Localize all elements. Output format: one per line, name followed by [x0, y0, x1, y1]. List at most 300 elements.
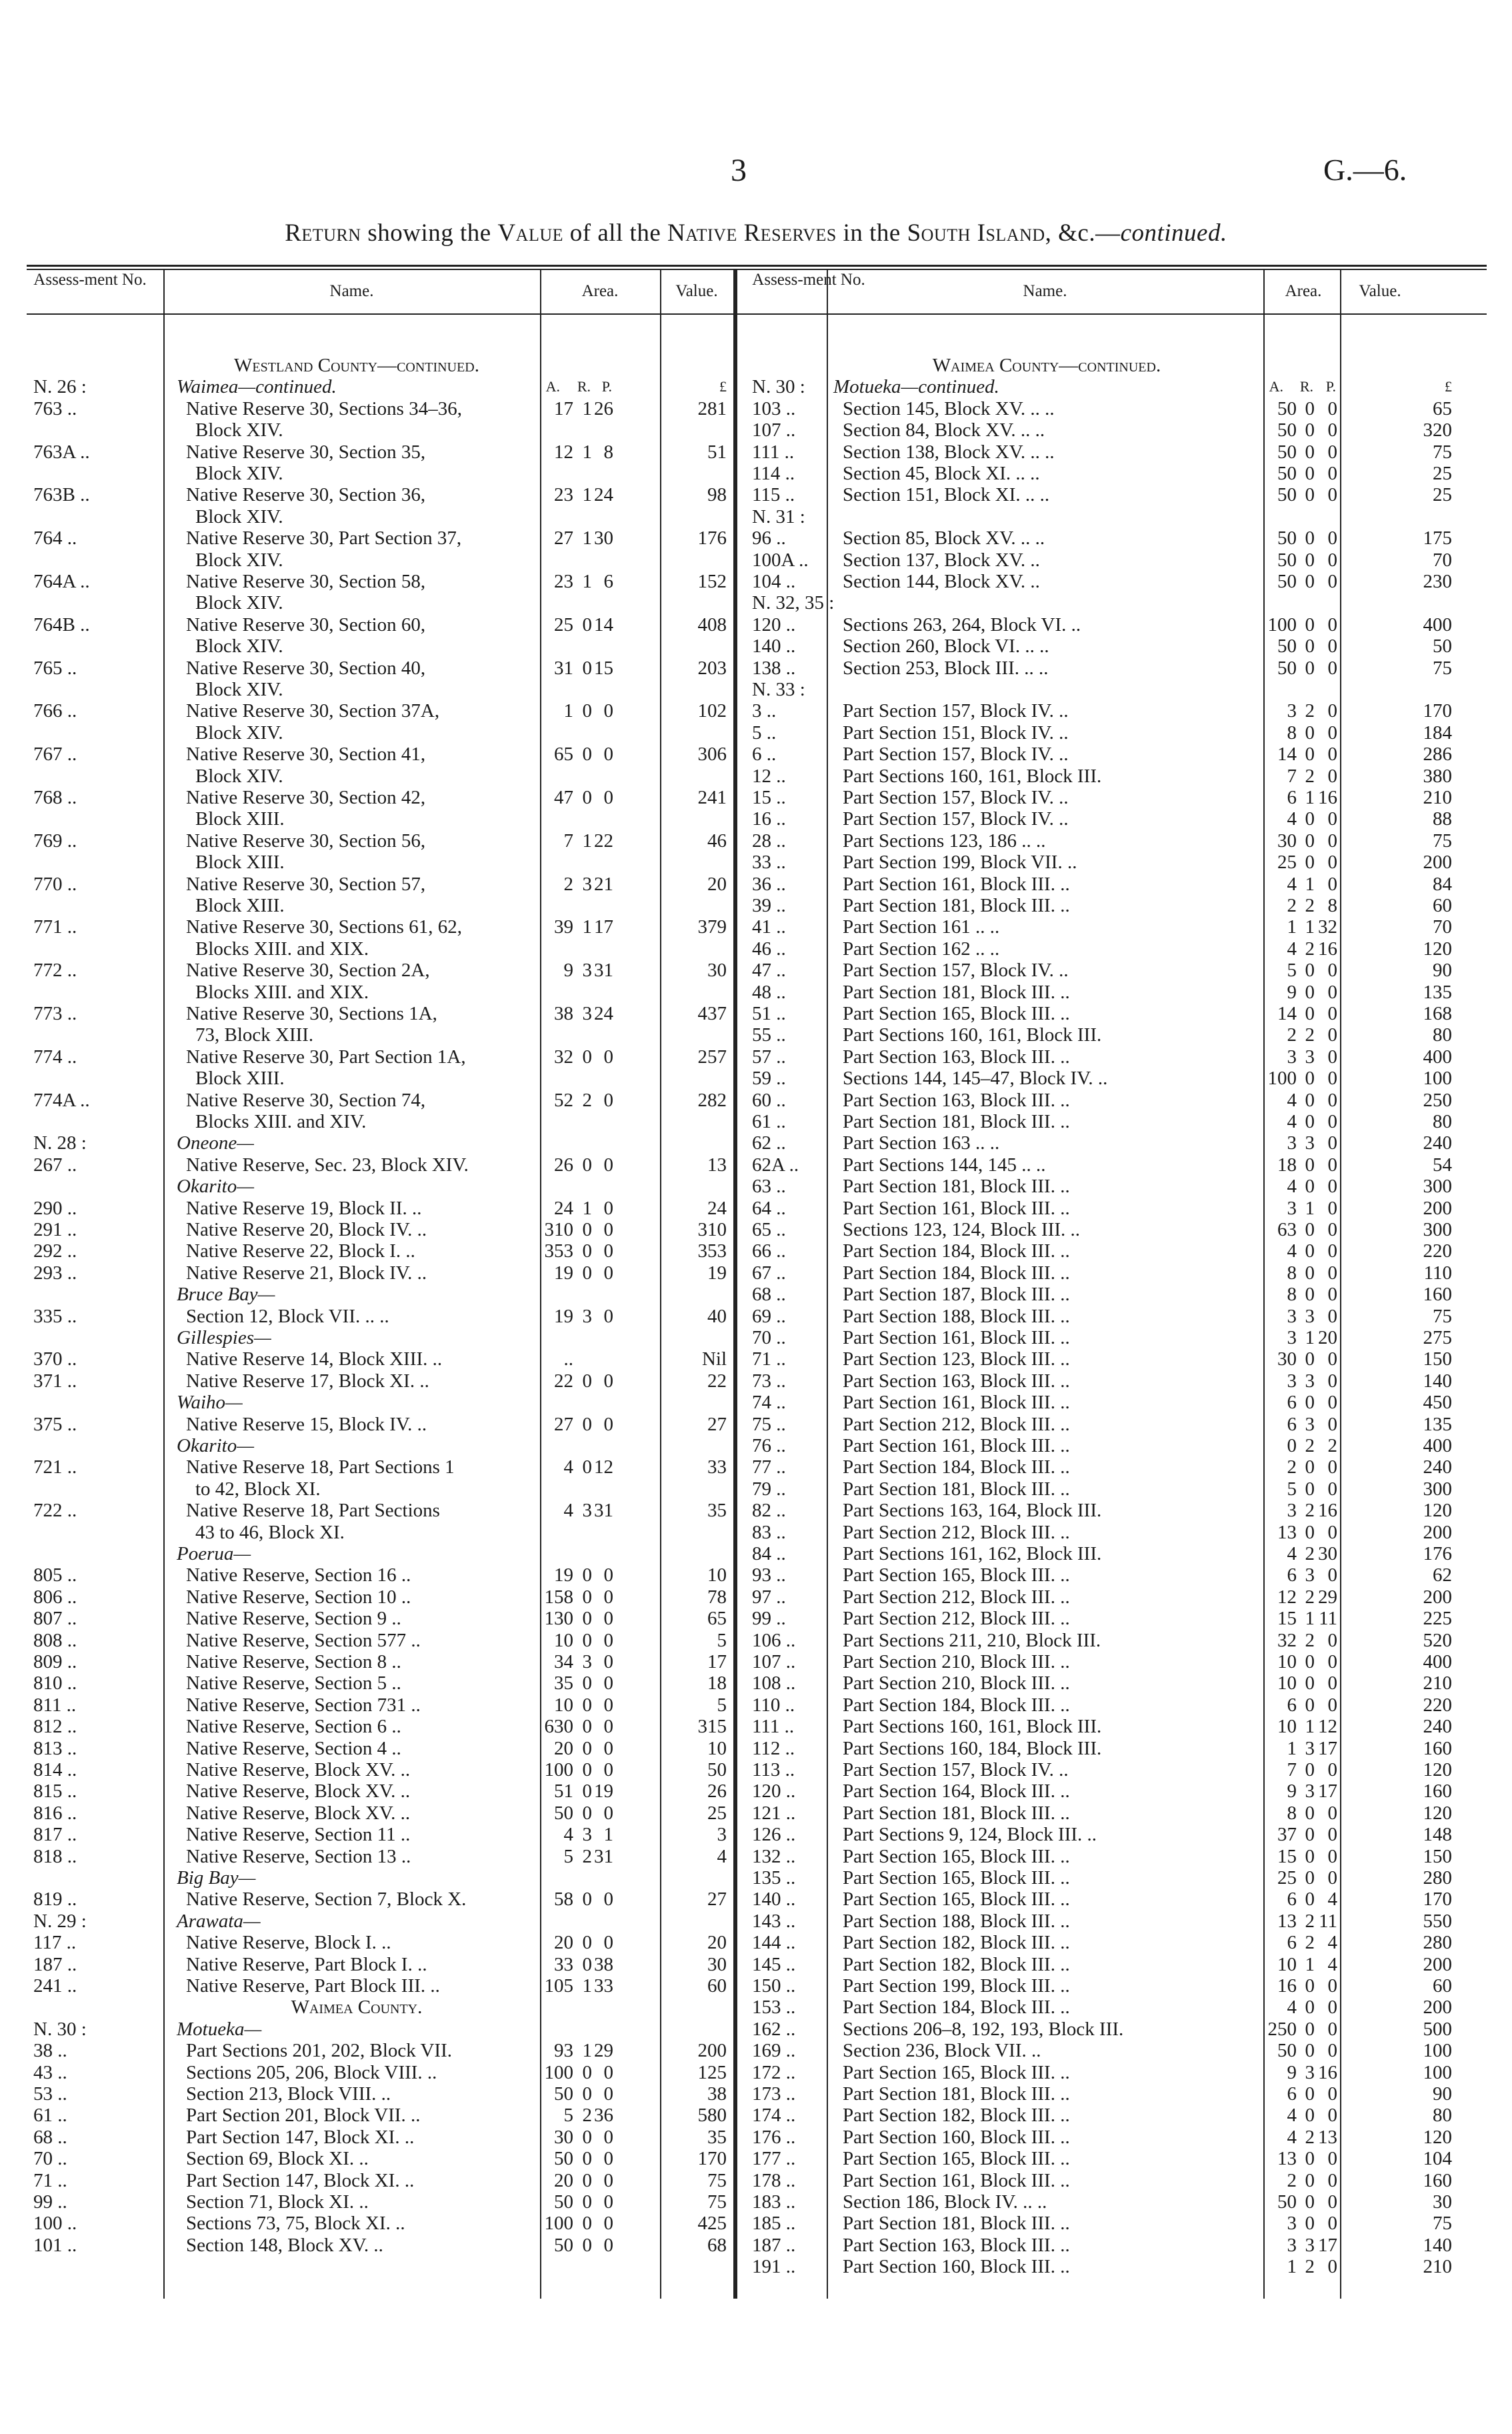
value-pounds: 24	[707, 1197, 727, 1219]
area-perches: 0	[1327, 549, 1337, 571]
area-acres: 63	[1277, 1219, 1297, 1240]
area-acres: 4	[1287, 1176, 1297, 1198]
area-roods: 0	[1305, 1521, 1315, 1543]
value-pounds: 450	[1423, 1392, 1452, 1414]
reserve-name: Part Section 184, Block III. ..	[843, 1694, 1070, 1716]
value-pounds: 27	[707, 1413, 727, 1435]
area-roods: 2	[1305, 2126, 1315, 2148]
value-pounds: 275	[1423, 1327, 1452, 1348]
area-perches: 0	[603, 1694, 613, 1716]
assessment-no: 71 ..	[752, 1348, 786, 1370]
area-perches: 0	[1327, 2169, 1337, 2191]
value-pounds: 46	[707, 830, 727, 852]
area-acres: 16	[1277, 1975, 1297, 1997]
area-roods: 0	[582, 1672, 592, 1694]
area-roods: 3	[582, 1500, 592, 1522]
area-roods: 0	[1305, 1111, 1315, 1132]
area-roods: 1	[582, 484, 592, 506]
reserve-name: Part Sections 161, 162, Block III.	[843, 1543, 1102, 1564]
area-roods: 0	[582, 1953, 592, 1975]
assessment-no: 83 ..	[752, 1521, 786, 1543]
value-pounds: 10	[707, 1564, 727, 1586]
area-roods: 0	[1305, 1262, 1315, 1284]
area-acres: 3	[1287, 2213, 1297, 2235]
area-roods: 3	[582, 960, 592, 982]
title-part: South Island	[907, 219, 1045, 247]
area-roods: 0	[582, 1219, 592, 1240]
reserve-name: Section 151, Block XI. .. ..	[843, 484, 1050, 506]
area-perches: 0	[1327, 614, 1337, 636]
area-roods: 1	[582, 397, 592, 419]
area-acres: 1	[563, 700, 573, 722]
area-roods: 2	[1305, 765, 1315, 787]
area-perches: 0	[1327, 1154, 1337, 1176]
area-perches: 0	[603, 1629, 613, 1651]
value-pounds: 135	[1423, 1413, 1452, 1435]
area-acres: 2	[1287, 1024, 1297, 1046]
area-perches: 0	[1327, 1564, 1337, 1586]
name-continuation: Blocks XIII. and XIX.	[195, 938, 369, 960]
value-pounds: 120	[1423, 1500, 1452, 1522]
area-perches: 0	[1327, 1975, 1337, 1997]
area-acres: 100	[1267, 614, 1297, 636]
reserve-name: Part Section 165, Block III. ..	[843, 1564, 1070, 1586]
area-perches: 0	[1327, 1176, 1337, 1198]
area-perches: 2	[1327, 1435, 1337, 1456]
area-perches: 16	[1318, 787, 1337, 808]
area-perches: 32	[1318, 916, 1337, 938]
reserve-name: Part Section 181, Block III. ..	[843, 895, 1070, 916]
assessment-no: 100A ..	[752, 549, 809, 571]
assessment-no: 103 ..	[752, 397, 796, 419]
name-continuation: Block XIV.	[195, 722, 283, 744]
area-perches: 0	[1327, 419, 1337, 441]
area-perches: 0	[1327, 1262, 1337, 1284]
area-roods: 0	[582, 1629, 592, 1651]
area-acres: 6	[1287, 2083, 1297, 2105]
reserve-name: Section 253, Block III. .. ..	[843, 657, 1049, 679]
value-pounds: 437	[697, 1003, 727, 1024]
value-pounds: 160	[1423, 1284, 1452, 1306]
area-acres: 10	[1277, 1716, 1297, 1738]
locality-heading: Motueka—continued.	[833, 376, 999, 398]
area-roods: 2	[1305, 1024, 1315, 1046]
area-acres: 37	[1277, 1824, 1297, 1846]
area-acres: 50	[554, 1802, 573, 1824]
area-perches: 0	[1327, 1348, 1337, 1370]
reserve-name: Native Reserve, Sec. 23, Block XIV.	[186, 1154, 469, 1176]
assessment-no: 765 ..	[33, 657, 77, 679]
assessment-no: 813 ..	[33, 1737, 77, 1759]
value-pounds: 90	[1433, 960, 1452, 982]
reserve-name: Part Section 165, Block III. ..	[843, 2061, 1070, 2083]
area-acres: 35	[554, 1672, 573, 1694]
area-perches: 0	[1327, 2083, 1337, 2105]
area-roods: 0	[582, 700, 592, 722]
area-perches: 29	[1318, 1586, 1337, 1608]
assessment-no: 99 ..	[33, 2191, 67, 2213]
area-roods: 3	[582, 1003, 592, 1024]
assessment-no: 241 ..	[33, 1975, 77, 1997]
name-header: Name.	[1023, 282, 1067, 300]
area-roods: 1	[1305, 787, 1315, 808]
area-perches: 0	[1327, 1824, 1337, 1846]
reserve-name: Native Reserve 22, Block I. ..	[186, 1240, 415, 1262]
assessment-no: 172 ..	[752, 2061, 796, 2083]
reserve-name: Part Section 210, Block III. ..	[843, 1651, 1070, 1672]
reserve-name: Native Reserve 30, Section 60,	[186, 614, 426, 636]
county-heading: Waimea County—continued.	[932, 355, 1161, 376]
area-acres: 58	[554, 1889, 573, 1911]
assessment-no: 774 ..	[33, 1046, 77, 1068]
area-header: Area.	[1285, 282, 1322, 300]
assessment-no: 121 ..	[752, 1802, 796, 1824]
assessment-no: 57 ..	[752, 1046, 786, 1068]
area-roods: 0	[1305, 2018, 1315, 2040]
reserve-name: Part Section 184, Block III. ..	[843, 1262, 1070, 1284]
area-perches: 0	[603, 2083, 613, 2105]
assessment-no-header: Assess-ment No.	[33, 271, 147, 289]
value-pounds: 220	[1423, 1694, 1452, 1716]
area-roods: 3	[1305, 1132, 1315, 1154]
area-acres: 3	[1287, 1197, 1297, 1219]
area-perches: 0	[1327, 1240, 1337, 1262]
area-roods: 2	[1305, 1543, 1315, 1564]
assessment-no: 292 ..	[33, 1240, 77, 1262]
area-perches: 0	[603, 1737, 613, 1759]
assessment-no: 36 ..	[752, 873, 786, 895]
value-pounds: 70	[1433, 549, 1452, 571]
value-pounds: 140	[1423, 1370, 1452, 1392]
unit-label: A.	[545, 378, 560, 395]
area-acres: 158	[544, 1586, 573, 1608]
assessment-no: 51 ..	[752, 1003, 786, 1024]
reserve-name: Part Section 181, Block III. ..	[843, 1478, 1070, 1500]
reserve-name: Part Section 147, Block XI. ..	[186, 2169, 415, 2191]
assessment-no: 140 ..	[752, 1889, 796, 1911]
area-acres: 12	[1277, 1586, 1297, 1608]
area-perches: 12	[594, 1456, 613, 1478]
area-roods: 1	[1305, 1197, 1315, 1219]
area-acres: 105	[544, 1975, 573, 1997]
reserve-name: Sections 73, 75, Block XI. ..	[186, 2213, 405, 2235]
reserve-name: Native Reserve 30, Section 36,	[186, 484, 426, 506]
area-roods: 0	[1305, 2148, 1315, 2170]
area-perches: 0	[603, 700, 613, 722]
value-pounds: 300	[1423, 1478, 1452, 1500]
area-acres: 17	[554, 397, 573, 419]
reserve-name: Section 69, Block XI. ..	[186, 2148, 369, 2170]
assessment-no: 111 ..	[752, 1716, 795, 1738]
area-roods: 0	[1305, 1176, 1315, 1198]
area-roods: 0	[1305, 1240, 1315, 1262]
area-roods: 2	[1305, 700, 1315, 722]
area-roods: 0	[1305, 614, 1315, 636]
assessment-no: 808 ..	[33, 1629, 77, 1651]
assessment-no: 75 ..	[752, 1413, 786, 1435]
area-perches: 0	[603, 1759, 613, 1780]
area-perches: 0	[603, 787, 613, 808]
reserve-name: Native Reserve 30, Part Section 37,	[186, 527, 462, 549]
area-roods: 3	[1305, 1737, 1315, 1759]
assessment-no: 61 ..	[33, 2105, 67, 2127]
area-acres: 10	[1277, 1953, 1297, 1975]
reserve-name: Native Reserve 30, Part Section 1A,	[186, 1046, 466, 1068]
area-perches: 0	[603, 1240, 613, 1262]
area-roods: 0	[1305, 808, 1315, 830]
area-perches: 14	[594, 614, 613, 636]
area-perches: 0	[603, 1889, 613, 1911]
reserve-name: Native Reserve 21, Block IV. ..	[186, 1262, 427, 1284]
assessment-no: 185 ..	[752, 2213, 796, 2235]
unit-label: A.	[1269, 378, 1283, 395]
area-roods: 3	[1305, 2234, 1315, 2256]
reserve-name: Sections 206–8, 192, 193, Block III.	[843, 2018, 1124, 2040]
area-roods: 0	[1305, 1759, 1315, 1780]
assessment-no: 126 ..	[752, 1824, 796, 1846]
assessment-no: 177 ..	[752, 2148, 796, 2170]
area-perches: 8	[603, 441, 613, 463]
area-acres: 50	[1277, 636, 1297, 658]
area-roods: 1	[1305, 873, 1315, 895]
value-pounds: 230	[1423, 571, 1452, 592]
name-continuation: Block XIV.	[195, 636, 283, 658]
area-acres: 100	[1267, 1068, 1297, 1090]
assessment-no: 176 ..	[752, 2126, 796, 2148]
column-rule	[163, 270, 165, 2299]
reserve-name: Sections 263, 264, Block VI. ..	[843, 614, 1081, 636]
area-acres: 6	[1287, 1889, 1297, 1911]
area-roods: 3	[1305, 1413, 1315, 1435]
reserve-name: Part Section 210, Block III. ..	[843, 1672, 1070, 1694]
area-roods: 0	[582, 2213, 592, 2235]
area-acres: 26	[554, 1154, 573, 1176]
reserve-name: Native Reserve 30, Section 42,	[186, 787, 426, 808]
area-perches: 0	[1327, 1111, 1337, 1132]
area-perches: 0	[1327, 484, 1337, 506]
area-perches: 24	[594, 1003, 613, 1024]
area-acres: 9	[563, 960, 573, 982]
area-perches: 0	[1327, 1413, 1337, 1435]
assessment-no: 6 ..	[752, 744, 777, 766]
area-acres: 13	[1277, 2148, 1297, 2170]
area-roods: 2	[1305, 1435, 1315, 1456]
reserve-name: Native Reserve 30, Section 2A,	[186, 960, 430, 982]
assessment-no: 335 ..	[33, 1305, 77, 1327]
assessment-no: 65 ..	[752, 1219, 786, 1240]
area-perches: 0	[1327, 765, 1337, 787]
area-acres: 47	[554, 787, 573, 808]
area-perches: 17	[1318, 2234, 1337, 2256]
area-roods: 0	[582, 2148, 592, 2170]
area-perches: 30	[594, 527, 613, 549]
assessment-no: 97 ..	[752, 1586, 786, 1608]
area-roods: 0	[1305, 527, 1315, 549]
value-pounds: 84	[1433, 873, 1452, 895]
locality-heading: Okarito—	[177, 1176, 254, 1198]
name-continuation: Blocks XIII. and XIV.	[195, 1111, 367, 1132]
title-part: Return	[285, 219, 361, 247]
value-pounds: 75	[1433, 657, 1452, 679]
reserve-name: Part Section 212, Block III. ..	[843, 1608, 1070, 1630]
area-roods: 0	[1305, 1284, 1315, 1306]
assessment-no: 68 ..	[752, 1284, 786, 1306]
value-pounds: 38	[707, 2083, 727, 2105]
value-pounds: 60	[1433, 895, 1452, 916]
area-perches: 0	[1327, 1219, 1337, 1240]
value-pounds: 200	[697, 2040, 727, 2062]
area-perches: 0	[1327, 873, 1337, 895]
area-perches: 0	[1327, 1629, 1337, 1651]
area-roods: 0	[1305, 1997, 1315, 2019]
area-perches: 0	[603, 1089, 613, 1111]
area-perches: 0	[1327, 1068, 1337, 1090]
area-perches: 0	[1327, 744, 1337, 766]
area-acres: 3	[1287, 1132, 1297, 1154]
value-pounds: 353	[697, 1240, 727, 1262]
area-perches: 0	[603, 2191, 613, 2213]
value-pounds: 65	[1433, 397, 1452, 419]
area-acres: 20	[554, 1737, 573, 1759]
assessment-no: 64 ..	[752, 1197, 786, 1219]
area-roods: 3	[582, 1305, 592, 1327]
area-roods: 3	[1305, 1305, 1315, 1327]
reserve-name: Part Section 161, Block III. ..	[843, 1197, 1070, 1219]
value-pounds: 200	[1423, 1953, 1452, 1975]
assessment-no: 814 ..	[33, 1759, 77, 1780]
area-roods: 0	[1305, 1889, 1315, 1911]
area-acres: 4	[1287, 1111, 1297, 1132]
area-acres: 93	[554, 2040, 573, 2062]
area-acres: 19	[554, 1564, 573, 1586]
value-pounds: 240	[1423, 1716, 1452, 1738]
assessment-no: 55 ..	[752, 1024, 786, 1046]
area-acres: 13	[1277, 1521, 1297, 1543]
area-acres: 4	[1287, 2105, 1297, 2127]
reserve-name: Part Sections 163, 164, Block III.	[843, 1500, 1102, 1522]
area-perches: 0	[603, 1608, 613, 1630]
area-perches: 0	[1327, 1694, 1337, 1716]
value-pounds: Nil	[701, 1348, 727, 1370]
value-pounds: 425	[697, 2213, 727, 2235]
value-pounds: 500	[1423, 2018, 1452, 2040]
area-roods: 0	[1305, 2169, 1315, 2191]
area-roods: 2	[582, 1845, 592, 1867]
value-pounds: 160	[1423, 2169, 1452, 2191]
reserve-name: Part Section 165, Block III. ..	[843, 1003, 1070, 1024]
page-title	[0, 219, 1512, 247]
area-roods: 2	[582, 2105, 592, 2127]
area-acres: 2	[563, 873, 573, 895]
assessment-no: 143 ..	[752, 1910, 796, 1932]
area-acres: 15	[1277, 1845, 1297, 1867]
value-pounds: 220	[1423, 1240, 1452, 1262]
reserve-name: Native Reserve 18, Part Sections 1	[186, 1456, 455, 1478]
assessment-no: 77 ..	[752, 1456, 786, 1478]
area-perches: 4	[1327, 1932, 1337, 1954]
value-pounds: 68	[707, 2234, 727, 2256]
area-roods: 0	[1305, 981, 1315, 1003]
area-acres: ..	[563, 1348, 573, 1370]
assessment-no: 48 ..	[752, 981, 786, 1003]
area-perches: 0	[1327, 1478, 1337, 1500]
value-pounds: 282	[697, 1089, 727, 1111]
area-header: Area.	[581, 282, 619, 300]
area-roods: 0	[1305, 571, 1315, 592]
reserve-name: Part Section 184, Block III. ..	[843, 1997, 1070, 2019]
area-roods: 0	[1305, 484, 1315, 506]
assessment-no: 764 ..	[33, 527, 77, 549]
area-roods: 0	[1305, 1845, 1315, 1867]
area-acres: 7	[563, 830, 573, 852]
area-roods: 3	[1305, 1046, 1315, 1068]
value-pounds: 80	[1433, 1111, 1452, 1132]
area-acres: 30	[1277, 830, 1297, 852]
area-roods: 0	[1305, 1089, 1315, 1111]
area-perches: 0	[1327, 1997, 1337, 2019]
area-roods: 1	[582, 830, 592, 852]
value-pounds: 400	[1423, 614, 1452, 636]
reserve-name: Native Reserve, Block XV. ..	[186, 1802, 411, 1824]
area-roods: 0	[1305, 441, 1315, 463]
area-acres: 2	[1287, 1456, 1297, 1478]
area-roods: 1	[1305, 1608, 1315, 1630]
reserve-name: Native Reserve 30, Section 37A,	[186, 700, 440, 722]
area-perches: 0	[603, 1672, 613, 1694]
locality-heading: Arawata—	[177, 1910, 261, 1932]
reserve-name: Section 71, Block XI. ..	[186, 2191, 369, 2213]
area-roods: 1	[582, 1975, 592, 1997]
reserve-name: Part Section 181, Block III. ..	[843, 2213, 1070, 2235]
assessment-no: 807 ..	[33, 1608, 77, 1630]
area-acres: 6	[1287, 1564, 1297, 1586]
area-acres: 100	[544, 2061, 573, 2083]
area-acres: 8	[1287, 1262, 1297, 1284]
reserve-name: Part Section 165, Block III. ..	[843, 2148, 1070, 2170]
unit-label: £	[719, 378, 727, 395]
area-acres: 50	[1277, 571, 1297, 592]
area-perches: 16	[1318, 938, 1337, 960]
assessment-no: 15 ..	[752, 787, 786, 808]
title-part: Value	[497, 219, 563, 247]
assessment-no: 806 ..	[33, 1586, 77, 1608]
assessment-no: 63 ..	[752, 1176, 786, 1198]
assessment-no: 79 ..	[752, 1478, 786, 1500]
area-roods: 0	[582, 787, 592, 808]
value-pounds: 257	[697, 1046, 727, 1068]
area-roods: 0	[1305, 2040, 1315, 2062]
reserve-name: Part Sections 123, 186 .. ..	[843, 830, 1046, 852]
area-roods: 2	[1305, 1932, 1315, 1954]
value-pounds: 75	[707, 2191, 727, 2213]
assessment-no: 178 ..	[752, 2169, 796, 2191]
assessment-group: N. 26 :	[33, 376, 87, 398]
title-part: showing the	[361, 219, 498, 247]
value-pounds: 70	[1433, 916, 1452, 938]
value-pounds: 150	[1423, 1348, 1452, 1370]
area-acres: 5	[563, 1845, 573, 1867]
value-pounds: 10	[707, 1737, 727, 1759]
value-pounds: 200	[1423, 852, 1452, 874]
reserve-name: Part Section 151, Block IV. ..	[843, 722, 1069, 744]
area-acres: 31	[554, 657, 573, 679]
value-pounds: 400	[1423, 1435, 1452, 1456]
value-pounds: 25	[1433, 463, 1452, 484]
reserve-name: Part Section 184, Block III. ..	[843, 1240, 1070, 1262]
value-pounds: 100	[1423, 1068, 1452, 1090]
value-pounds: 78	[707, 1586, 727, 1608]
area-acres: 50	[1277, 484, 1297, 506]
